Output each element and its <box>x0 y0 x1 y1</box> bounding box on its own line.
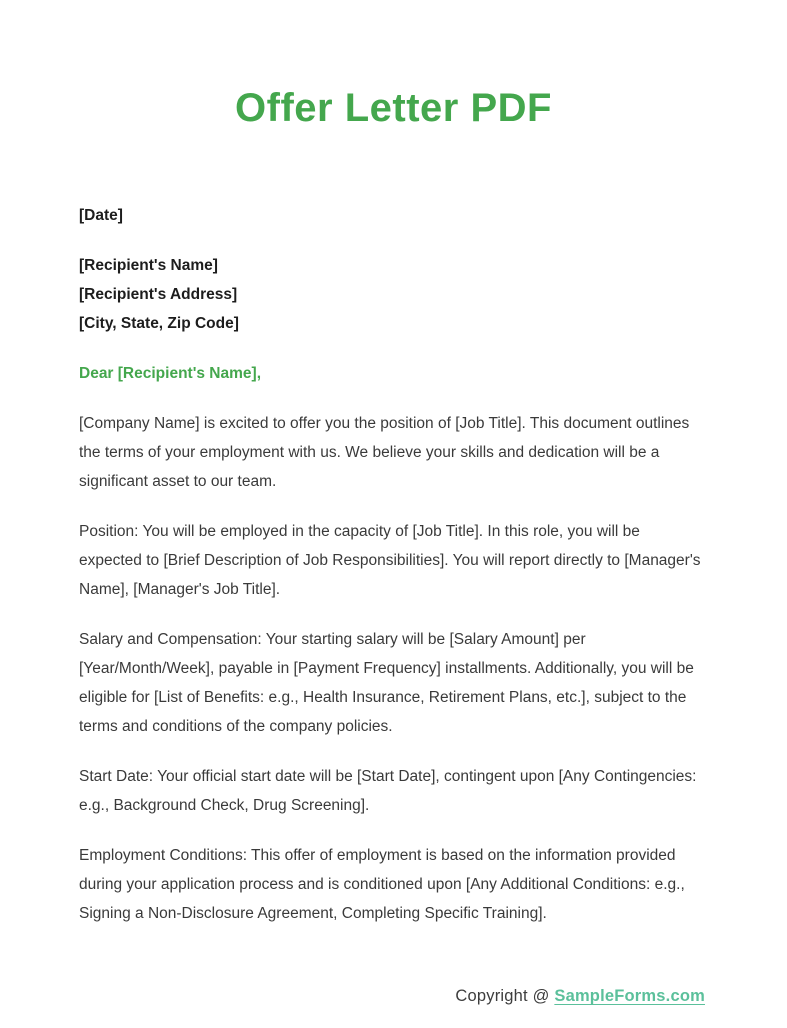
page-title: Offer Letter PDF <box>235 86 552 130</box>
salutation: Dear [Recipient's Name], <box>79 365 261 382</box>
copyright-prefix: Copyright @ <box>455 987 555 1005</box>
recipient-block <box>79 251 705 338</box>
letter-paragraph-position: Position: You will be employed in the capacity of [Job Title]. In this role, you will be expected to [Brief Description of Job Responsibilities]. You will report directly to [Manager's Name], [Manager's Job Title]. <box>79 523 701 598</box>
recipient-city-state-zip-placeholder: [City, State, Zip Code] <box>79 315 239 332</box>
letter-paragraph-salary-compensation: Salary and Compensation: Your starting salary will be [Salary Amount] per [Year/Month/Week], payable in [Payment Frequency] installments. Additionally, you will be eligible for [List of Benefits: e.g., Health Insurance, Retirement Plans, etc.], subject to the terms and conditions of the company policies. <box>79 631 694 735</box>
recipient-address-placeholder: [Recipient's Address] <box>79 286 238 303</box>
letter-body <box>79 201 705 928</box>
footer-copyright <box>455 987 705 1006</box>
letter-paragraph-employment-conditions: Employment Conditions: This offer of employment is based on the information provided during your application process and is conditioned upon [Any Additional Conditions: e.g., Signing a Non-Disclosure Agreement, Completing Specific Training]. <box>79 847 685 922</box>
recipient-name-placeholder: [Recipient's Name] <box>79 257 218 274</box>
date-placeholder: [Date] <box>79 207 123 224</box>
sampleforms-link[interactable]: SampleForms.com <box>554 987 705 1005</box>
letter-paragraph-start-date: Start Date: Your official start date will be [Start Date], contingent upon [Any Contingencies: e.g., Background Check, Drug Screening]. <box>79 768 697 814</box>
letter-paragraph-introduction: [Company Name] is excited to offer you the position of [Job Title]. This document outlines the terms of your employment with us. We believe your skills and dedication will be a significant asset to our team. <box>79 415 690 490</box>
